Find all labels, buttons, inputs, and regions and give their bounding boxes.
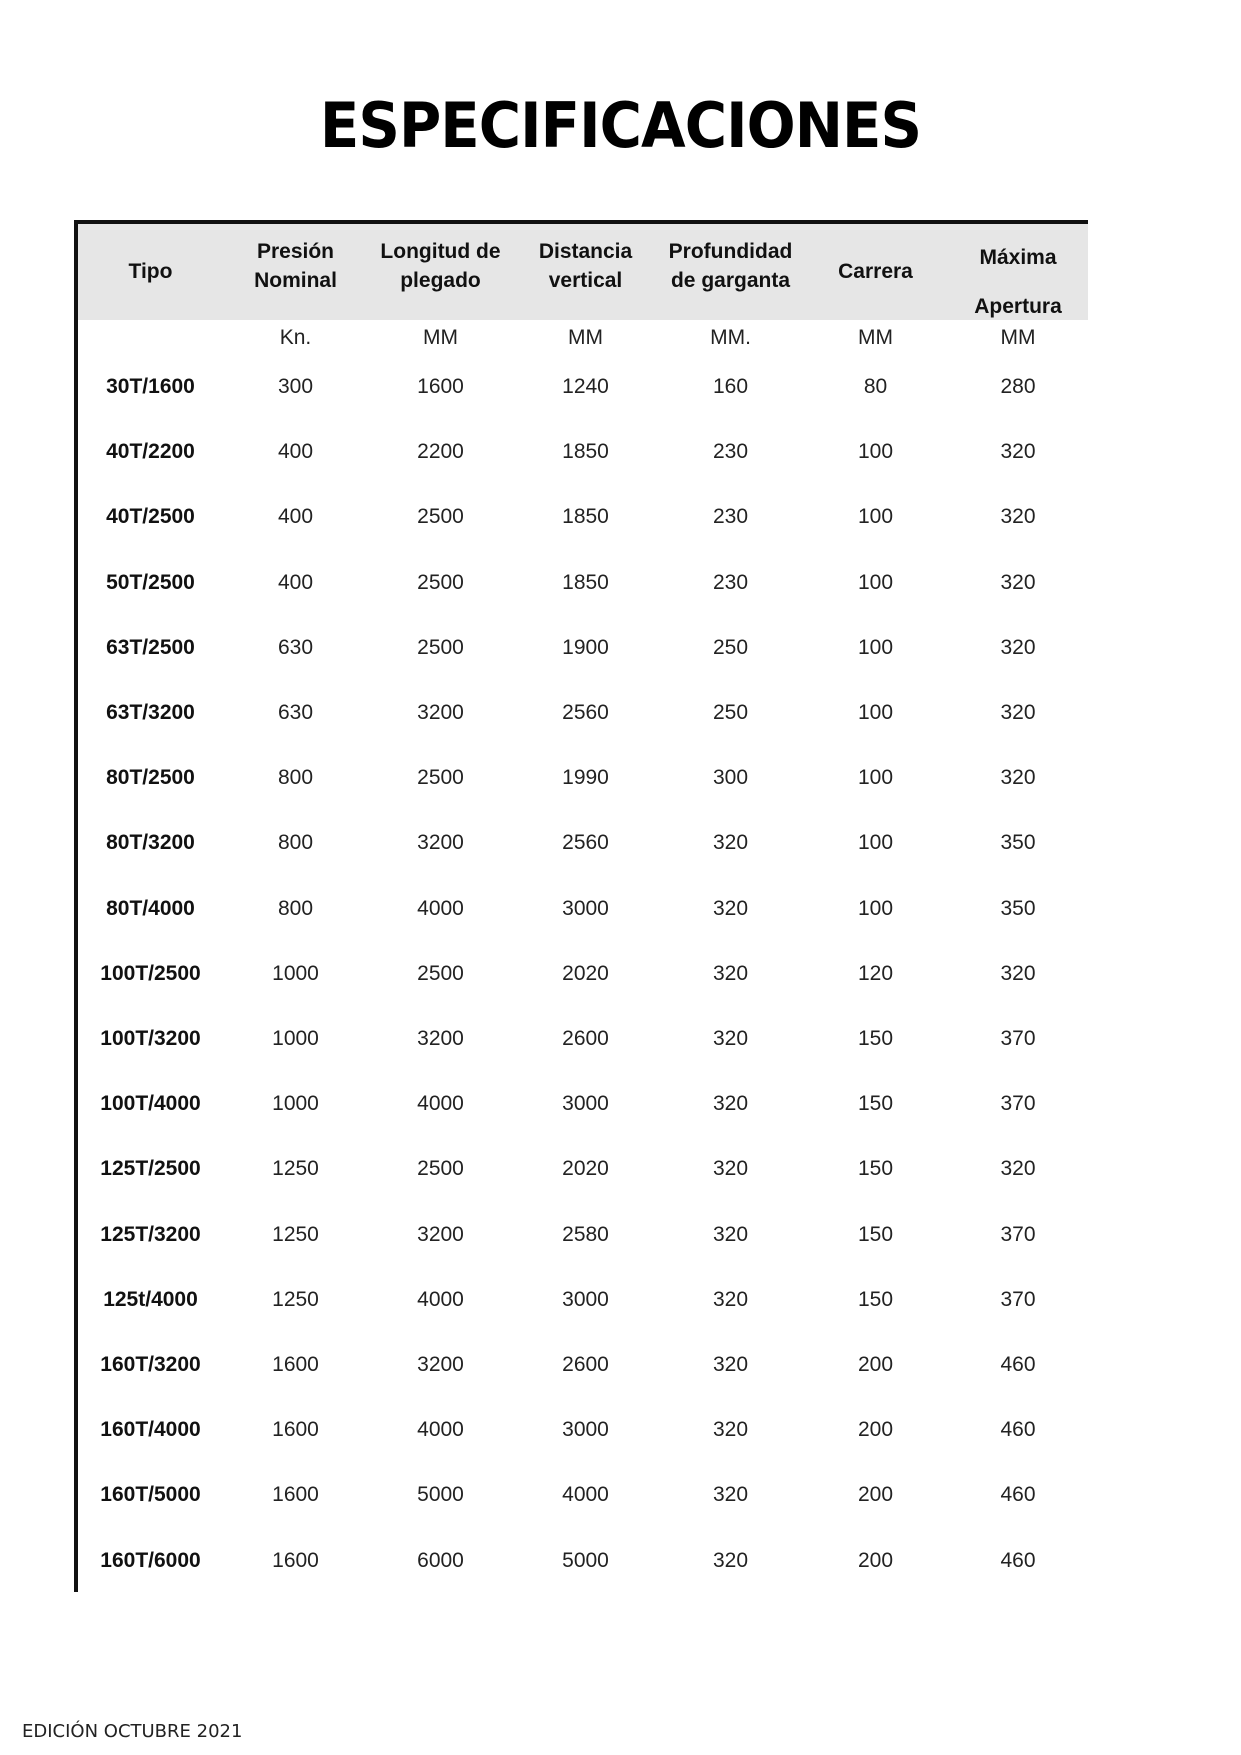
cell-carrera: 100 (857, 701, 894, 724)
header-label: Máxima (979, 246, 1057, 269)
cell-distancia: 3000 (562, 1092, 609, 1116)
cell-presion: 1000 (272, 961, 319, 985)
header-tipo (78, 224, 223, 320)
header-label: Carrera (838, 260, 913, 283)
cell-presion: 1600 (272, 1418, 319, 1442)
cell-tipo: 125T/3200 (100, 1222, 201, 1246)
cell-maxima-apertura: 320 (1000, 635, 1036, 659)
table-row (78, 1215, 1088, 1255)
cell-presion: 1250 (272, 1287, 319, 1311)
unit-cell: MM (568, 326, 603, 349)
table-row (78, 1084, 1088, 1124)
cell-maxima-apertura: 460 (1000, 1483, 1036, 1507)
cell-distancia: 2580 (562, 1222, 609, 1246)
cell-presion: 1000 (272, 1027, 319, 1050)
table-row (78, 954, 1088, 994)
cell-longitud: 1600 (417, 375, 464, 398)
cell-profundidad: 300 (712, 766, 749, 790)
cell-distancia: 3000 (562, 896, 609, 920)
cell-carrera: 150 (857, 1092, 894, 1116)
cell-distancia: 2020 (562, 1157, 609, 1181)
cell-maxima-apertura: 320 (1000, 505, 1036, 529)
cell-carrera: 200 (857, 1418, 894, 1442)
units-row (78, 320, 1088, 356)
cell-carrera: 100 (857, 440, 894, 464)
cell-longitud: 2500 (417, 961, 464, 985)
cell-tipo: 80T/2500 (106, 766, 195, 790)
cell-tipo: 160T/4000 (100, 1418, 201, 1442)
cell-tipo: 30T/1600 (106, 375, 195, 398)
header-label: Profundidad (668, 240, 793, 263)
cell-distancia: 1990 (562, 766, 609, 790)
header-label: Longitud de (380, 240, 501, 263)
cell-tipo: 160T/6000 (100, 1548, 201, 1572)
header-label: vertical (548, 269, 623, 292)
cell-longitud: 4000 (417, 1418, 464, 1442)
table-row (78, 758, 1088, 798)
cell-presion: 1000 (272, 1092, 319, 1116)
cell-longitud: 2500 (417, 635, 464, 659)
header-label: plegado (400, 269, 481, 292)
cell-maxima-apertura: 320 (1000, 570, 1036, 594)
cell-distancia: 2600 (562, 1353, 609, 1376)
cell-distancia: 5000 (562, 1548, 609, 1572)
cell-carrera: 80 (863, 375, 888, 398)
cell-longitud: 3200 (417, 1027, 464, 1050)
cell-profundidad: 230 (712, 570, 749, 594)
cell-carrera: 200 (857, 1548, 894, 1572)
table-row (78, 1345, 1088, 1385)
unit-cell: MM. (710, 326, 751, 349)
edition-footer: EDICIÓN OCTUBRE 2021 (22, 1721, 243, 1742)
header-label: de garganta (670, 269, 791, 292)
table-row (78, 1280, 1088, 1320)
cell-presion: 800 (277, 766, 314, 790)
specifications-table (74, 220, 1088, 1592)
cell-presion: 400 (277, 505, 314, 529)
cell-presion: 630 (277, 635, 314, 659)
table-row (78, 432, 1088, 472)
cell-longitud: 3200 (417, 1222, 464, 1246)
cell-profundidad: 320 (712, 1548, 749, 1572)
cell-maxima-apertura: 320 (1000, 1157, 1036, 1181)
cell-longitud: 2500 (417, 1157, 464, 1181)
cell-profundidad: 230 (712, 505, 749, 529)
cell-distancia: 2600 (562, 1027, 609, 1050)
cell-profundidad: 320 (712, 1287, 749, 1311)
table-row (78, 563, 1088, 603)
cell-carrera: 100 (857, 570, 894, 594)
cell-profundidad: 320 (712, 1353, 749, 1376)
cell-maxima-apertura: 320 (1000, 961, 1036, 985)
cell-maxima-apertura: 460 (1000, 1353, 1036, 1376)
cell-distancia: 1850 (562, 505, 609, 529)
unit-cell: MM (423, 326, 458, 349)
cell-tipo: 125t/4000 (103, 1287, 198, 1311)
cell-distancia: 1900 (562, 635, 609, 659)
cell-maxima-apertura: 320 (1000, 440, 1036, 464)
cell-tipo: 125T/2500 (100, 1157, 201, 1181)
cell-presion: 1600 (272, 1353, 319, 1376)
cell-profundidad: 320 (712, 1092, 749, 1116)
table-row (78, 367, 1088, 407)
table-row (78, 497, 1088, 537)
cell-profundidad: 160 (712, 375, 749, 398)
cell-longitud: 2500 (417, 505, 464, 529)
cell-longitud: 4000 (417, 1092, 464, 1116)
cell-presion: 1600 (272, 1548, 319, 1572)
cell-longitud: 4000 (417, 896, 464, 920)
cell-carrera: 150 (857, 1027, 894, 1050)
cell-carrera: 100 (857, 766, 894, 790)
header-label: Presión (256, 240, 335, 263)
table-row (78, 1410, 1088, 1450)
table-row (78, 889, 1088, 929)
table-row (78, 628, 1088, 668)
unit-cell: MM (1000, 326, 1036, 349)
cell-presion: 300 (277, 375, 314, 398)
cell-maxima-apertura: 460 (1000, 1548, 1036, 1572)
cell-profundidad: 250 (712, 635, 749, 659)
header-presion-nominal (223, 224, 368, 320)
cell-distancia: 3000 (562, 1418, 609, 1442)
cell-carrera: 200 (857, 1353, 894, 1376)
cell-longitud: 2200 (417, 440, 464, 464)
cell-carrera: 150 (857, 1222, 894, 1246)
cell-presion: 800 (277, 831, 314, 855)
cell-maxima-apertura: 370 (1000, 1092, 1036, 1116)
cell-presion: 400 (277, 570, 314, 594)
cell-longitud: 3200 (417, 701, 464, 724)
cell-profundidad: 320 (712, 961, 749, 985)
table-row (78, 823, 1088, 863)
cell-carrera: 100 (857, 635, 894, 659)
cell-tipo: 160T/3200 (100, 1353, 201, 1376)
cell-presion: 800 (277, 896, 314, 920)
unit-cell: Kn. (279, 326, 312, 349)
cell-maxima-apertura: 460 (1000, 1418, 1036, 1442)
table-row (78, 1019, 1088, 1059)
cell-carrera: 200 (857, 1483, 894, 1507)
table-header-row (78, 224, 1088, 320)
cell-longitud: 2500 (417, 570, 464, 594)
cell-distancia: 2020 (562, 961, 609, 985)
cell-longitud: 4000 (417, 1287, 464, 1311)
cell-tipo: 80T/3200 (106, 831, 195, 855)
cell-tipo: 50T/2500 (106, 570, 195, 594)
cell-distancia: 1850 (562, 440, 609, 464)
cell-presion: 630 (277, 701, 314, 724)
cell-carrera: 120 (857, 961, 894, 985)
header-profundidad-garganta (658, 224, 803, 320)
cell-tipo: 63T/3200 (106, 701, 195, 724)
cell-tipo: 40T/2500 (106, 505, 195, 529)
cell-profundidad: 250 (712, 701, 749, 724)
header-longitud-plegado (368, 224, 513, 320)
header-label: Tipo (128, 260, 173, 283)
cell-tipo: 100T/2500 (100, 961, 201, 985)
table-row (78, 693, 1088, 733)
cell-profundidad: 320 (712, 1483, 749, 1507)
cell-maxima-apertura: 320 (1000, 701, 1036, 724)
cell-carrera: 150 (857, 1287, 894, 1311)
unit-cell: MM (858, 326, 893, 349)
cell-tipo: 160T/5000 (100, 1483, 201, 1507)
header-distancia-vertical (513, 224, 658, 320)
cell-maxima-apertura: 370 (1000, 1222, 1036, 1246)
header-carrera (803, 224, 948, 320)
page-title: ESPECIFICACIONES (319, 89, 922, 162)
header-label: Distancia (538, 240, 633, 263)
cell-maxima-apertura: 370 (1000, 1027, 1036, 1050)
cell-longitud: 5000 (417, 1483, 464, 1507)
cell-presion: 1250 (272, 1157, 319, 1181)
cell-carrera: 150 (857, 1157, 894, 1181)
cell-profundidad: 320 (712, 896, 749, 920)
cell-carrera: 100 (857, 831, 894, 855)
cell-distancia: 2560 (562, 831, 609, 855)
cell-presion: 1600 (272, 1483, 319, 1507)
cell-distancia: 1240 (562, 375, 609, 398)
cell-longitud: 3200 (417, 831, 464, 855)
table-row (78, 1541, 1088, 1581)
table-row (78, 1149, 1088, 1189)
cell-maxima-apertura: 370 (1000, 1287, 1036, 1311)
cell-profundidad: 320 (712, 1222, 749, 1246)
cell-presion: 1250 (272, 1222, 319, 1246)
cell-maxima-apertura: 320 (1000, 766, 1036, 790)
header-maxima-apertura (948, 224, 1088, 320)
table-row (78, 1475, 1088, 1515)
cell-tipo: 80T/4000 (106, 896, 195, 920)
cell-presion: 400 (277, 440, 314, 464)
cell-tipo: 100T/3200 (100, 1027, 201, 1050)
cell-profundidad: 320 (712, 1157, 749, 1181)
cell-tipo: 40T/2200 (106, 440, 195, 464)
cell-distancia: 1850 (562, 570, 609, 594)
cell-distancia: 3000 (562, 1287, 609, 1311)
cell-profundidad: 230 (712, 440, 749, 464)
header-label: Nominal (254, 269, 337, 292)
header-label: Apertura (974, 295, 1062, 318)
cell-profundidad: 320 (712, 1027, 749, 1050)
cell-profundidad: 320 (712, 831, 749, 855)
cell-carrera: 100 (857, 505, 894, 529)
cell-longitud: 3200 (417, 1353, 464, 1376)
cell-distancia: 2560 (562, 701, 609, 724)
cell-maxima-apertura: 280 (1000, 375, 1036, 398)
cell-longitud: 2500 (417, 766, 464, 790)
cell-longitud: 6000 (417, 1548, 464, 1572)
cell-carrera: 100 (857, 896, 894, 920)
cell-maxima-apertura: 350 (1000, 831, 1036, 855)
cell-tipo: 63T/2500 (106, 635, 195, 659)
cell-profundidad: 320 (712, 1418, 749, 1442)
cell-distancia: 4000 (562, 1483, 609, 1507)
cell-maxima-apertura: 350 (1000, 896, 1036, 920)
cell-tipo: 100T/4000 (100, 1092, 201, 1116)
